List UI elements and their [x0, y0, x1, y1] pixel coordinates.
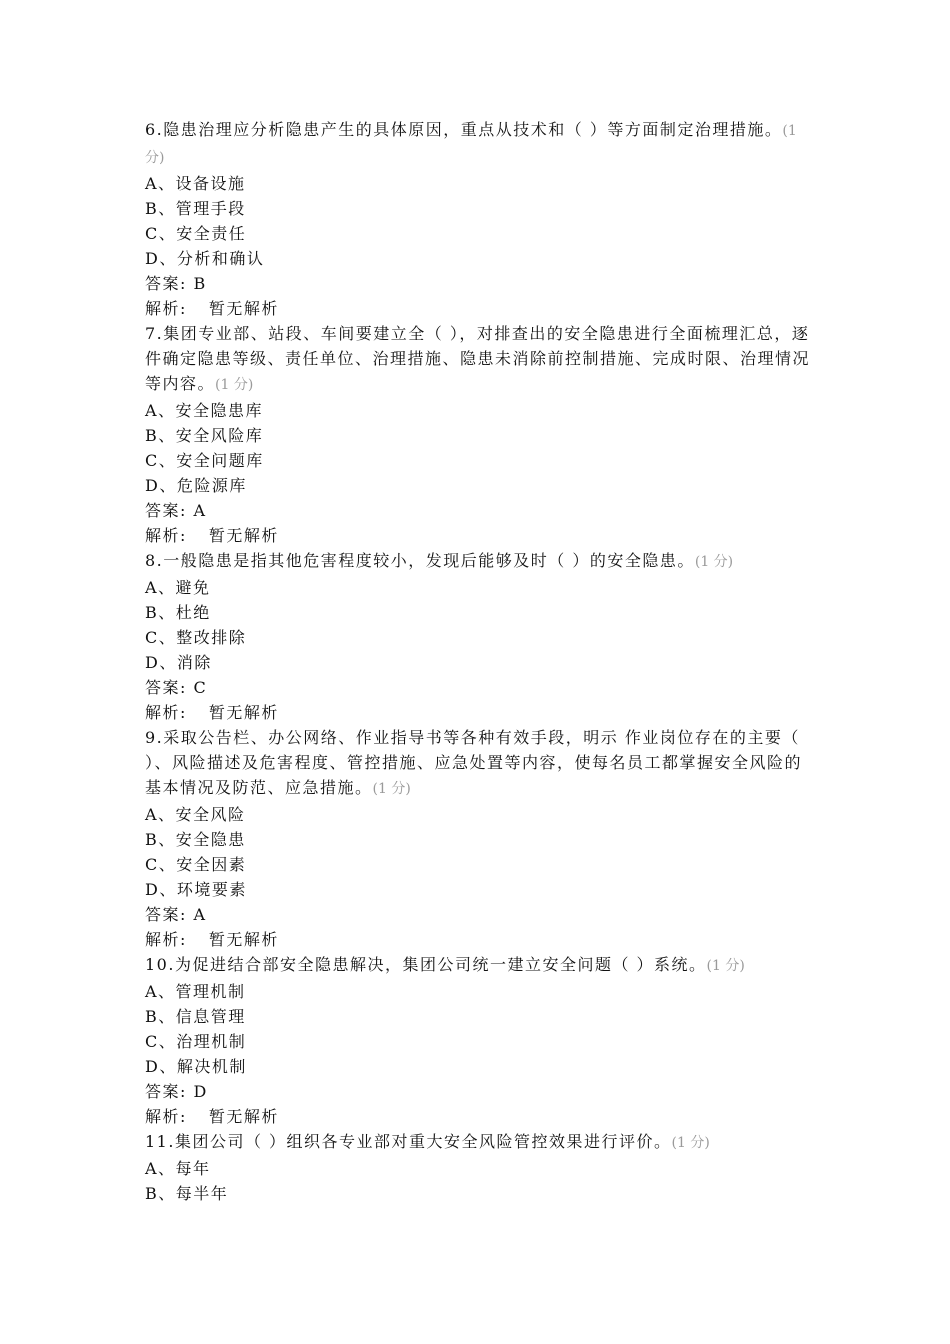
option-a: A、设备设施: [145, 174, 246, 193]
option-b: B、信息管理: [145, 1007, 246, 1026]
option-c: C、整改排除: [145, 628, 247, 647]
question-9: [145, 725, 815, 952]
answer: 答案: A: [145, 501, 207, 520]
question-stem: 7.集团专业部、站段、车间要建立全（ ），对排查出的安全隐患进行全面梳理汇总，逐件确定隐患等级、责任单位、治理措施、隐患未消除前控制措施、完成时限、治理情况等内容。(1 分): [145, 324, 811, 393]
question-score: (1 分): [706, 958, 745, 974]
option-c: C、安全问题库: [145, 451, 264, 470]
answer: 答案: A: [145, 905, 207, 924]
option-c: C、治理机制: [145, 1032, 247, 1051]
option-d: D、消除: [145, 653, 212, 672]
question-6: [145, 117, 815, 321]
option-c: C、安全因素: [145, 855, 247, 874]
option-b: B、安全隐患: [145, 830, 246, 849]
question-score: (1 分): [671, 1135, 710, 1151]
option-b: B、杜绝: [145, 603, 211, 622]
analysis: [145, 523, 815, 548]
question-7: [145, 321, 815, 548]
question-stem: 11.集团公司（ ）组织各专业部对重大安全风险管控效果进行评价。(1 分): [145, 1132, 710, 1151]
analysis-label: 解析:: [145, 930, 187, 949]
analysis-text: 暂无解析: [208, 930, 279, 949]
option-a: A、管理机制: [145, 982, 246, 1001]
question-stem: 10.为促进结合部安全隐患解决，集团公司统一建立安全问题（ ）系统。(1 分): [145, 955, 745, 974]
analysis-text: 暂无解析: [208, 1107, 279, 1126]
analysis-text: 暂无解析: [208, 703, 279, 722]
question-score: (1 分): [372, 781, 411, 797]
question-document: [145, 117, 815, 1206]
analysis-label: 解析:: [145, 1107, 187, 1126]
option-a: A、安全隐患库: [145, 401, 264, 420]
analysis-label: 解析:: [145, 526, 187, 545]
question-stem: 9.采取公告栏、办公网络、作业指导书等各种有效手段，明示 作业岗位存在的主要（ ）、风险描述及危害程度、管控措施、应急处置等内容，使每名员工都掌握安全风险的基本情况及防范、应急措施。(1 分): [145, 728, 803, 797]
option-d: D、解决机制: [145, 1057, 247, 1076]
option-a: A、避免: [145, 578, 211, 597]
answer: 答案: B: [145, 274, 207, 293]
analysis: [145, 296, 815, 321]
answer: 答案: C: [145, 678, 208, 697]
option-d: D、危险源库: [145, 476, 247, 495]
option-b: B、安全风险库: [145, 426, 264, 445]
analysis: [145, 700, 815, 725]
question-10: [145, 952, 815, 1129]
option-c: C、安全责任: [145, 224, 247, 243]
analysis: [145, 1104, 815, 1129]
option-d: D、分析和确认: [145, 249, 265, 268]
question-11: [145, 1129, 815, 1206]
question-score: (1 分): [215, 377, 254, 393]
option-d: D、环境要素: [145, 880, 247, 899]
analysis-label: 解析:: [145, 299, 187, 318]
analysis: [145, 927, 815, 952]
option-b: B、每半年: [145, 1184, 229, 1203]
answer: 答案: D: [145, 1082, 208, 1101]
question-stem: 6.隐患治理应分析隐患产生的具体原因，重点从技术和（ ）等方面制定治理措施。(1 分): [145, 120, 797, 166]
option-a: A、每年: [145, 1159, 211, 1178]
analysis-text: 暂无解析: [208, 526, 279, 545]
option-b: B、管理手段: [145, 199, 246, 218]
analysis-label: 解析:: [145, 703, 187, 722]
analysis-text: 暂无解析: [208, 299, 279, 318]
question-8: [145, 548, 815, 725]
question-stem: 8.一般隐患是指其他危害程度较小，发现后能够及时（ ）的安全隐患。(1 分): [145, 551, 734, 570]
question-score: (1 分): [145, 123, 797, 166]
option-a: A、安全风险: [145, 805, 246, 824]
question-score: (1 分): [694, 554, 734, 570]
